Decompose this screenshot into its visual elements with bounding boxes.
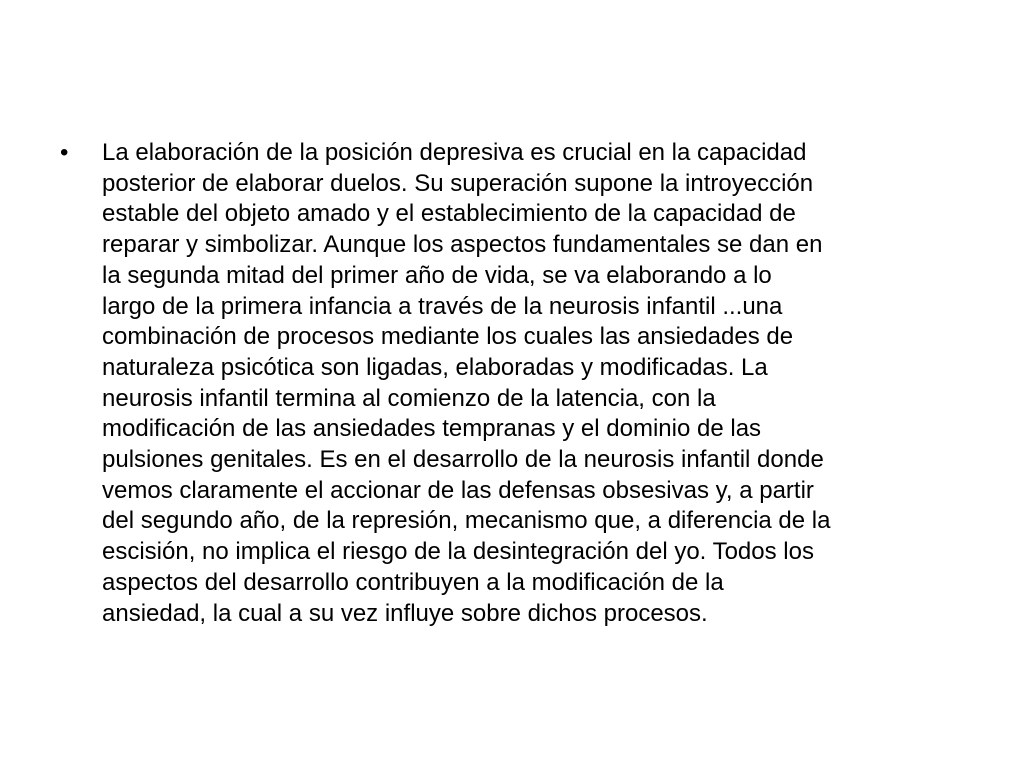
text-line: ansiedad, la cual a su vez influye sobre dichos procesos. [102, 599, 708, 627]
text-line: vemos claramente el accionar de las defensas obsesivas y, a partir [102, 476, 814, 504]
text-line: modificación de las ansiedades tempranas y el dominio de las [102, 415, 762, 443]
bullet-paragraph [60, 138, 970, 629]
bullet-icon: • [60, 139, 69, 166]
text-line: del segundo año, de la represión, mecanismo que, a diferencia de la [102, 507, 831, 535]
text-line: estable del objeto amado y el establecimiento de la capacidad de [102, 200, 796, 228]
text-line: pulsiones genitales. Es en el desarrollo de la neurosis infantil donde [102, 446, 824, 474]
text-line: la segunda mitad del primer año de vida, se va elaborando a lo [102, 261, 772, 289]
text-line: posterior de elaborar duelos. Su superación supone la introyección [102, 169, 814, 197]
text-line: neurosis infantil termina al comienzo de la latencia, con la [102, 384, 716, 412]
text-line: reparar y simbolizar. Aunque los aspectos fundamentales se dan en [102, 231, 823, 259]
paragraph-text [102, 138, 970, 629]
text-line: largo de la primera infancia a través de la neurosis infantil ...una [102, 292, 783, 320]
text-line: naturaleza psicótica son ligadas, elaboradas y modificadas. La [102, 353, 768, 381]
text-line: La elaboración de la posición depresiva es crucial en la capacidad [102, 139, 807, 166]
text-line: aspectos del desarrollo contribuyen a la modificación de la [102, 568, 724, 596]
text-line: escisión, no implica el riesgo de la desintegración del yo. Todos los [102, 538, 814, 566]
text-line: combinación de procesos mediante los cuales las ansiedades de [102, 323, 794, 351]
